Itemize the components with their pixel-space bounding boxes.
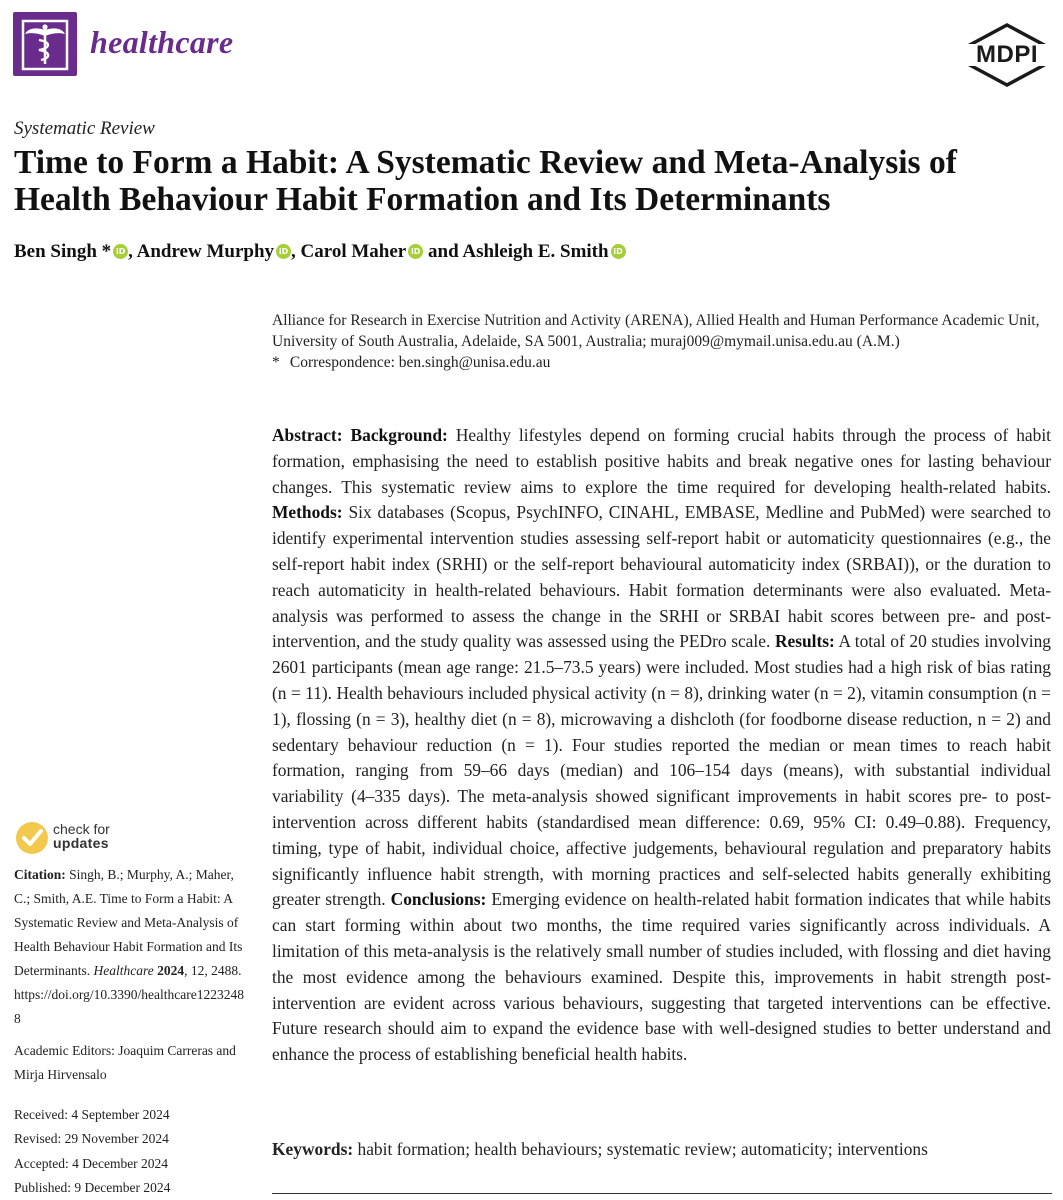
orcid-icon[interactable]: iD <box>276 244 291 259</box>
article-type: Systematic Review <box>14 118 155 139</box>
background-label: Background: <box>350 425 448 445</box>
affiliation-text: Alliance for Research in Exercise Nutrition and Activity (ARENA), Allied Health and Human Performance Academic Unit, University of South Australia, Adelaide, SA 5001, Australia; muraj009@mymail.unisa.edu.au (A.M.) <box>272 312 1040 350</box>
publisher-name: MDPI <box>976 41 1038 68</box>
author-name[interactable]: Carol Maher <box>300 241 407 262</box>
revised-date: Revised: 29 November 2024 <box>14 1131 169 1147</box>
academic-editors: Academic Editors: Joaquim Carreras and Mirja Hirvensalo <box>14 1043 236 1082</box>
journal-logo <box>13 12 77 76</box>
abstract-label: Abstract: <box>272 425 343 445</box>
citation-text: Singh, B.; Murphy, A.; Maher, C.; Smith, A.E. Time to Form a Habit: A Systematic Review and Meta-Analysis of Health Behaviour Habit Formation and Its Determinants. <box>14 867 243 978</box>
authors-line <box>14 241 626 263</box>
background-text: Healthy lifestyles depend on forming crucial habits through the process of habit formation, emphasising the need to establish positive habits and break negative ones for lasting behaviour changes. This systematic review aims to explore the time required for developing health-related habits. <box>272 425 1051 497</box>
keywords <box>272 1139 1052 1160</box>
methods-text: Six databases (Scopus, PsychINFO, CINAHL, EMBASE, Medline and PubMed) were searched to identify experimental intervention studies assessing self-report habit or automaticity questionnaires (e.g., the self-report habit index (SRHI) or the self-report behavioural automaticity index (SRBAI)), or the duration to reach automaticity in health-related behaviours. Habit formation determinants were also evaluated. Meta-analysis was performed to assess the change in the SRHI or SRBAI habit scores between pre- and post-intervention, and the study quality was assessed using the PEDro scale. <box>272 502 1051 652</box>
received-date: Received: 4 September 2024 <box>14 1107 170 1122</box>
updates-label: updates <box>53 835 109 851</box>
corresponding-author-mark: * <box>96 241 112 262</box>
article-title: Time to Form a Habit: A Systematic Review and Meta-Analysis of Health Behaviour Habit Formation and Its Determinants <box>14 144 957 218</box>
keywords-text: habit formation; health behaviours; systematic review; automaticity; interventions <box>357 1139 928 1159</box>
publisher-logo <box>962 22 1052 88</box>
author-separator: , <box>291 241 301 262</box>
check-for-label: check for <box>53 821 110 837</box>
journal-name: healthcare <box>90 24 234 60</box>
author-name[interactable]: Ashleigh E. Smith <box>462 241 609 262</box>
conclusions-label: Conclusions: <box>390 889 487 910</box>
accepted-date: Accepted: 4 December 2024 <box>14 1155 169 1171</box>
citation-journal: Healthcare <box>93 963 154 978</box>
correspondence-text[interactable]: Correspondence: ben.singh@unisa.edu.au <box>289 354 551 371</box>
methods-label: Methods: <box>272 502 343 523</box>
citation-block <box>14 863 250 1031</box>
affiliation-block <box>272 310 1052 373</box>
check-updates-icon <box>14 820 50 856</box>
citation-year: 2024 <box>157 963 185 978</box>
check-updates-text[interactable] <box>53 822 110 850</box>
conclusions-text: Emerging evidence on health-related habit formation indicates that while habits can start forming within about two months, the time required varies significantly across individuals. A limitation of this meta-analysis is the relatively small number of studies included, with flossing and diet having the most evidence among the behaviours examined. Despite this, improvements in habit strength post-intervention are evident across various behaviours, suggesting that targeted interventions can be effective. Future research should aim to expand the evidence base with well-designed studies to better understand and enhance the process of establishing beneficial health habits. <box>272 889 1051 1065</box>
correspondence-line <box>272 352 1052 373</box>
results-label: Results: <box>774 631 835 652</box>
orcid-icon[interactable]: iD <box>611 244 626 259</box>
author-name[interactable]: Ben Singh <box>14 241 97 262</box>
abstract <box>272 423 1051 1068</box>
results-text: A total of 20 studies involving 2601 participants (mean age range: 21.5–73.5 years) were included. Most studies had a high risk of bias rating (n = 11). Health behaviours included physical activity (n = 8), drinking water (n = 2), vitamin consumption (n = 1), flossing (n = 3), healthy diet (n = 8), microwaving a dishcloth (for foodborne disease reduction, n = 2) and sedentary behaviour reduction (n = 1). Four studies reported the median or mean times to reach habit formation, ranging from 59–66 days (median) and 106–154 days (means), with substantial individual variability (4–335 days). The meta-analysis showed significant improvements in habit scores pre- to post-intervention across different habits (standardised mean difference: 0.69, 95% CI: 0.49–0.88). Frequency, timing, type of habit, individual choice, affective judgements, behavioural regulation and preparatory habits significantly influence habit strength, with morning practices and self-selected habits generally exhibiting greater strength. <box>272 631 1051 910</box>
orcid-icon[interactable]: iD <box>408 244 423 259</box>
author-separator: and <box>423 241 463 262</box>
citation-volume: , 12, 2488. <box>184 963 242 978</box>
caduceus-icon <box>13 12 77 76</box>
citation-doi-link[interactable]: https://doi.org/10.3390/healthcare12232488 <box>14 987 244 1026</box>
author-name[interactable]: Andrew Murphy <box>136 241 275 262</box>
publication-dates <box>14 1103 250 1200</box>
citation-label: Citation: <box>14 867 66 882</box>
orcid-icon[interactable]: iD <box>113 244 128 259</box>
published-date: Published: 9 December 2024 <box>14 1179 171 1195</box>
keywords-label: Keywords: <box>272 1139 354 1159</box>
bottom-divider <box>272 1193 1052 1194</box>
author-separator: , <box>128 241 137 262</box>
correspondence-mark: * <box>272 354 280 371</box>
